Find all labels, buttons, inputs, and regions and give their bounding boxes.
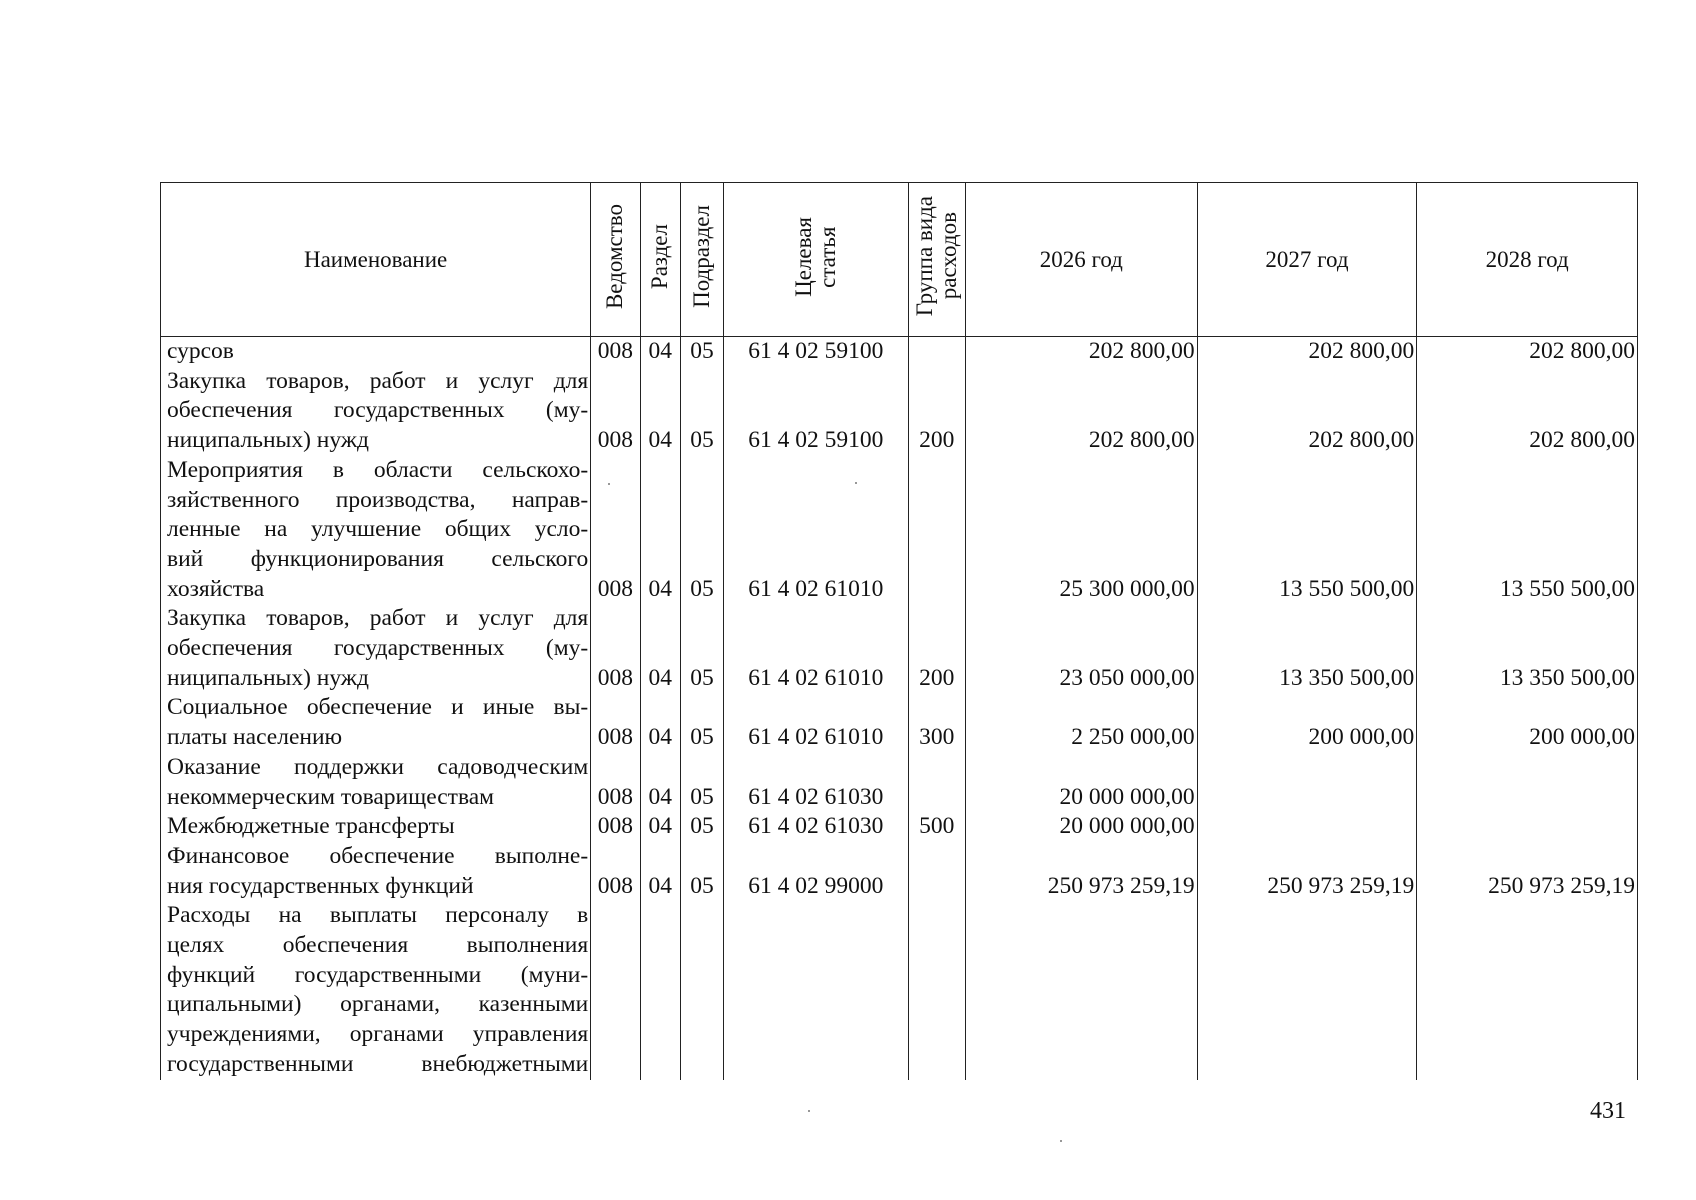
cell-amount-2028: 250 973 259,19: [1417, 842, 1638, 901]
cell-amount-2027: 13 350 500,00: [1197, 604, 1417, 693]
name-line: Социальное обеспечение и иные вы-: [167, 694, 589, 721]
cell-expense-group: 500: [908, 812, 965, 842]
cell-target-article: 61 4 02 59100: [724, 367, 908, 456]
cell-amount-2027: 202 800,00: [1197, 337, 1417, 367]
cell-department: 008: [591, 456, 640, 605]
cell-amount-2027: 202 800,00: [1197, 367, 1417, 456]
cell-section: 04: [640, 604, 680, 693]
table-row: [161, 812, 1638, 842]
cell-subsection: [680, 901, 723, 1079]
name-line: ленные на улучшение общих усло-: [167, 516, 589, 543]
cell-subsection: 05: [680, 842, 723, 901]
cell-section: 04: [640, 337, 680, 367]
cell-amount-2028: 13 550 500,00: [1417, 456, 1638, 605]
cell-amount-2027: [1197, 753, 1417, 812]
cell-department: 008: [591, 842, 640, 901]
cell-subsection: 05: [680, 812, 723, 842]
cell-name: [161, 456, 591, 605]
scan-speck: [808, 1110, 810, 1112]
table-row: [161, 842, 1638, 901]
cell-target-article: 61 4 02 61010: [724, 456, 908, 605]
cell-expense-group: 200: [908, 604, 965, 693]
name-line: зяйственного производства, направ-: [167, 486, 589, 513]
cell-amount-2027: 250 973 259,19: [1197, 842, 1417, 901]
table-row: [161, 693, 1638, 752]
name-line: учреждениями, органами управления: [167, 1021, 589, 1048]
cell-amount-2027: 13 550 500,00: [1197, 456, 1417, 605]
cell-department: 008: [591, 337, 640, 367]
header-year-2027: 2027 год: [1197, 183, 1417, 337]
cell-department: 008: [591, 367, 640, 456]
cell-name: [161, 842, 591, 901]
cell-expense-group: [908, 842, 965, 901]
cell-amount-2026: 23 050 000,00: [965, 604, 1197, 693]
header-target-article: Целевая статья: [724, 183, 908, 337]
table-row: [161, 337, 1638, 367]
cell-name: [161, 812, 591, 842]
cell-name: [161, 337, 591, 367]
name-line: целях обеспечения выполнения: [167, 932, 589, 959]
table-row: [161, 753, 1638, 812]
name-line: Мероприятия в области сельскохо-: [167, 456, 589, 483]
table-row: [161, 901, 1638, 1079]
cell-expense-group: 200: [908, 367, 965, 456]
cell-amount-2027: [1197, 901, 1417, 1079]
cell-name: [161, 753, 591, 812]
header-expense-group: Группа вида расходов: [908, 183, 965, 337]
cell-subsection: 05: [680, 337, 723, 367]
header-year-2026: 2026 год: [965, 183, 1197, 337]
cell-amount-2026: 202 800,00: [965, 367, 1197, 456]
cell-name: [161, 693, 591, 752]
cell-amount-2026: [965, 901, 1197, 1079]
cell-target-article: 61 4 02 61030: [724, 812, 908, 842]
cell-department: 008: [591, 693, 640, 752]
name-line: вий функционирования сельского: [167, 545, 589, 572]
cell-department: [591, 901, 640, 1079]
cell-name: [161, 367, 591, 456]
cell-section: 04: [640, 842, 680, 901]
cell-amount-2028: 202 800,00: [1417, 367, 1638, 456]
header-section: Раздел: [640, 183, 680, 337]
cell-expense-group: [908, 753, 965, 812]
cell-expense-group: 300: [908, 693, 965, 752]
cell-amount-2028: [1417, 901, 1638, 1079]
cell-target-article: [724, 901, 908, 1079]
cell-section: 04: [640, 753, 680, 812]
name-line: Межбюджетные трансферты: [167, 813, 455, 840]
table-row: [161, 604, 1638, 693]
table-header-row: [161, 183, 1638, 337]
cell-amount-2026: 202 800,00: [965, 337, 1197, 367]
cell-amount-2026: 20 000 000,00: [965, 753, 1197, 812]
name-line: ниципальных) нужд: [167, 664, 369, 691]
cell-target-article: 61 4 02 61010: [724, 604, 908, 693]
name-line: Оказание поддержки садоводческим: [167, 753, 589, 780]
cell-amount-2028: 202 800,00: [1417, 337, 1638, 367]
cell-expense-group: [908, 456, 965, 605]
name-line: ния государственных функций: [167, 872, 474, 899]
scan-speck: [855, 482, 857, 484]
cell-amount-2028: 13 350 500,00: [1417, 604, 1638, 693]
cell-name: [161, 604, 591, 693]
header-year-2028: 2028 год: [1417, 183, 1638, 337]
name-line: платы населению: [167, 724, 343, 751]
name-line: государственными внебюджетными: [167, 1050, 589, 1077]
cell-section: 04: [640, 367, 680, 456]
name-line: обеспечения государственных (му-: [167, 635, 589, 662]
name-line: некоммерческим товариществам: [167, 783, 495, 810]
cell-amount-2027: [1197, 812, 1417, 842]
cell-subsection: 05: [680, 456, 723, 605]
cell-name: [161, 901, 591, 1079]
cell-section: 04: [640, 812, 680, 842]
table-body: [161, 337, 1638, 1080]
cell-department: 008: [591, 753, 640, 812]
cell-amount-2026: 250 973 259,19: [965, 842, 1197, 901]
header-subsection: Подраздел: [680, 183, 723, 337]
cell-amount-2026: 2 250 000,00: [965, 693, 1197, 752]
cell-expense-group: [908, 337, 965, 367]
cell-target-article: 61 4 02 59100: [724, 337, 908, 367]
budget-table: [160, 182, 1638, 1080]
cell-expense-group: [908, 901, 965, 1079]
cell-section: 04: [640, 456, 680, 605]
table-row: [161, 367, 1638, 456]
cell-department: 008: [591, 604, 640, 693]
name-line: обеспечения государственных (му-: [167, 397, 589, 424]
cell-section: [640, 901, 680, 1079]
cell-amount-2028: [1417, 812, 1638, 842]
cell-target-article: 61 4 02 61010: [724, 693, 908, 752]
name-line: Расходы на выплаты персоналу в: [167, 902, 589, 929]
page-number: 431: [1590, 1098, 1626, 1124]
cell-subsection: 05: [680, 753, 723, 812]
name-line: ниципальных) нужд: [167, 427, 369, 454]
name-line: Финансовое обеспечение выполне-: [167, 842, 589, 869]
cell-department: 008: [591, 812, 640, 842]
header-name: Наименование: [161, 183, 591, 337]
header-department: Ведомство: [591, 183, 640, 337]
cell-amount-2026: 25 300 000,00: [965, 456, 1197, 605]
cell-amount-2026: 20 000 000,00: [965, 812, 1197, 842]
cell-target-article: 61 4 02 99000: [724, 842, 908, 901]
cell-subsection: 05: [680, 367, 723, 456]
scan-speck: [1060, 1140, 1062, 1142]
cell-amount-2027: 200 000,00: [1197, 693, 1417, 752]
cell-subsection: 05: [680, 693, 723, 752]
name-line: сурсов: [167, 338, 234, 364]
cell-subsection: 05: [680, 604, 723, 693]
name-line: функций государственными (муни-: [167, 961, 589, 988]
cell-amount-2028: [1417, 753, 1638, 812]
cell-section: 04: [640, 693, 680, 752]
name-line: Закупка товаров, работ и услуг для: [167, 605, 589, 632]
name-line: ципальными) органами, казенными: [167, 991, 589, 1018]
cell-target-article: 61 4 02 61030: [724, 753, 908, 812]
cell-amount-2028: 200 000,00: [1417, 693, 1638, 752]
name-line: Закупка товаров, работ и услуг для: [167, 367, 589, 394]
scan-speck: [608, 483, 610, 485]
table-row: [161, 456, 1638, 605]
name-line: хозяйства: [167, 575, 265, 602]
